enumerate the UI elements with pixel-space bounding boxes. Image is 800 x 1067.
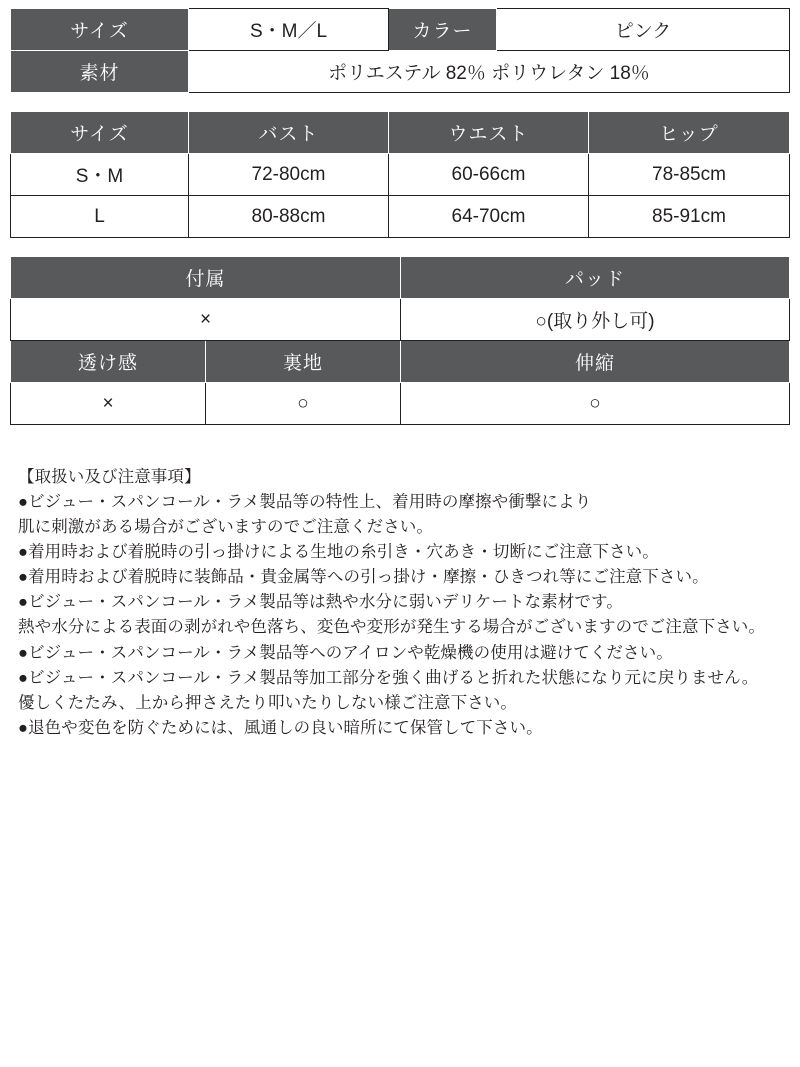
- care-note-line: ●着用時および着脱時に装飾品・貴金属等への引っ掛け・摩擦・ひきつれ等にご注意下さい。: [18, 568, 709, 587]
- size-row-sm-hip: 78-85cm: [589, 154, 790, 196]
- care-note-line: ●ビジュー・スパンコール・ラメ製品等は熱や水分に弱いデリケートな素材です。: [18, 593, 623, 612]
- table-row: [11, 9, 790, 51]
- spec-color-value: ピンク: [497, 9, 790, 51]
- table-header-row: [11, 341, 790, 383]
- detail-header-sheer: 透け感: [11, 341, 206, 383]
- care-note-line: 優しくたたみ、上から押さえたり叩いたりしない様ご注意下さい。: [18, 693, 517, 712]
- spec-material-label: 素材: [11, 51, 189, 93]
- table-row: [11, 154, 790, 196]
- spec-material-value: ポリエステル 82％ ポリウレタン 18％: [189, 51, 790, 93]
- detail-value-sheer: ×: [11, 383, 206, 425]
- care-note-line: ●ビジュー・スパンコール・ラメ製品等へのアイロンや乾燥機の使用は避けてください。: [18, 643, 673, 662]
- care-note-line: ●ビジュー・スパンコール・ラメ製品等の特性上、着用時の摩擦や衝撃により: [18, 493, 592, 512]
- table-row: [11, 196, 790, 238]
- care-note-line: 熱や水分による表面の剥がれや色落ち、変色や変形が発生する場合がございますのでご注意下さい。: [18, 618, 765, 637]
- care-notes-title: 【取扱い及び注意事項】: [18, 468, 201, 486]
- size-row-sm-waist: 60-66cm: [389, 154, 589, 196]
- detail-header-pad: パッド: [401, 257, 790, 299]
- table-header-row: [11, 112, 790, 154]
- detail-table: [10, 256, 790, 425]
- detail-header-accessory: 付属: [11, 257, 401, 299]
- size-col-header-waist: ウエスト: [389, 112, 589, 154]
- table-row: [11, 299, 790, 341]
- size-row-sm-bust: 72-80cm: [189, 154, 389, 196]
- care-note-line: ●ビジュー・スパンコール・ラメ製品等加工部分を強く曲げると折れた状態になり元に戻りません。: [18, 668, 759, 687]
- detail-header-stretch: 伸縮: [401, 341, 790, 383]
- detail-value-lining: ○: [206, 383, 401, 425]
- spec-size-value: S・M／L: [189, 9, 389, 51]
- table-row: [11, 51, 790, 93]
- detail-header-lining: 裏地: [206, 341, 401, 383]
- table-header-row: [11, 257, 790, 299]
- size-row-l-waist: 64-70cm: [389, 196, 589, 238]
- detail-value-accessory: ×: [11, 299, 401, 341]
- detail-value-stretch: ○: [401, 383, 790, 425]
- detail-value-pad: ○(取り外し可): [401, 299, 790, 341]
- size-row-sm-label: S・M: [11, 154, 189, 196]
- spec-color-label: カラー: [389, 9, 497, 51]
- size-col-header-size: サイズ: [11, 112, 189, 154]
- spec-table: [10, 8, 790, 93]
- spec-size-label: サイズ: [11, 9, 189, 51]
- size-row-l-hip: 85-91cm: [589, 196, 790, 238]
- size-col-header-bust: バスト: [189, 112, 389, 154]
- size-col-header-hip: ヒップ: [589, 112, 790, 154]
- table-row: [11, 383, 790, 425]
- care-note-line: ●着用時および着脱時の引っ掛けによる生地の糸引き・穴あき・切断にご注意下さい。: [18, 543, 659, 562]
- care-note-line: ●退色や変色を防ぐためには、風通しの良い暗所にて保管して下さい。: [18, 718, 543, 737]
- size-row-l-label: L: [11, 196, 189, 238]
- care-note-line: 肌に刺激がある場合がございますのでご注意ください。: [18, 518, 433, 537]
- size-chart-table: [10, 111, 790, 238]
- care-notes: [10, 465, 790, 741]
- size-row-l-bust: 80-88cm: [189, 196, 389, 238]
